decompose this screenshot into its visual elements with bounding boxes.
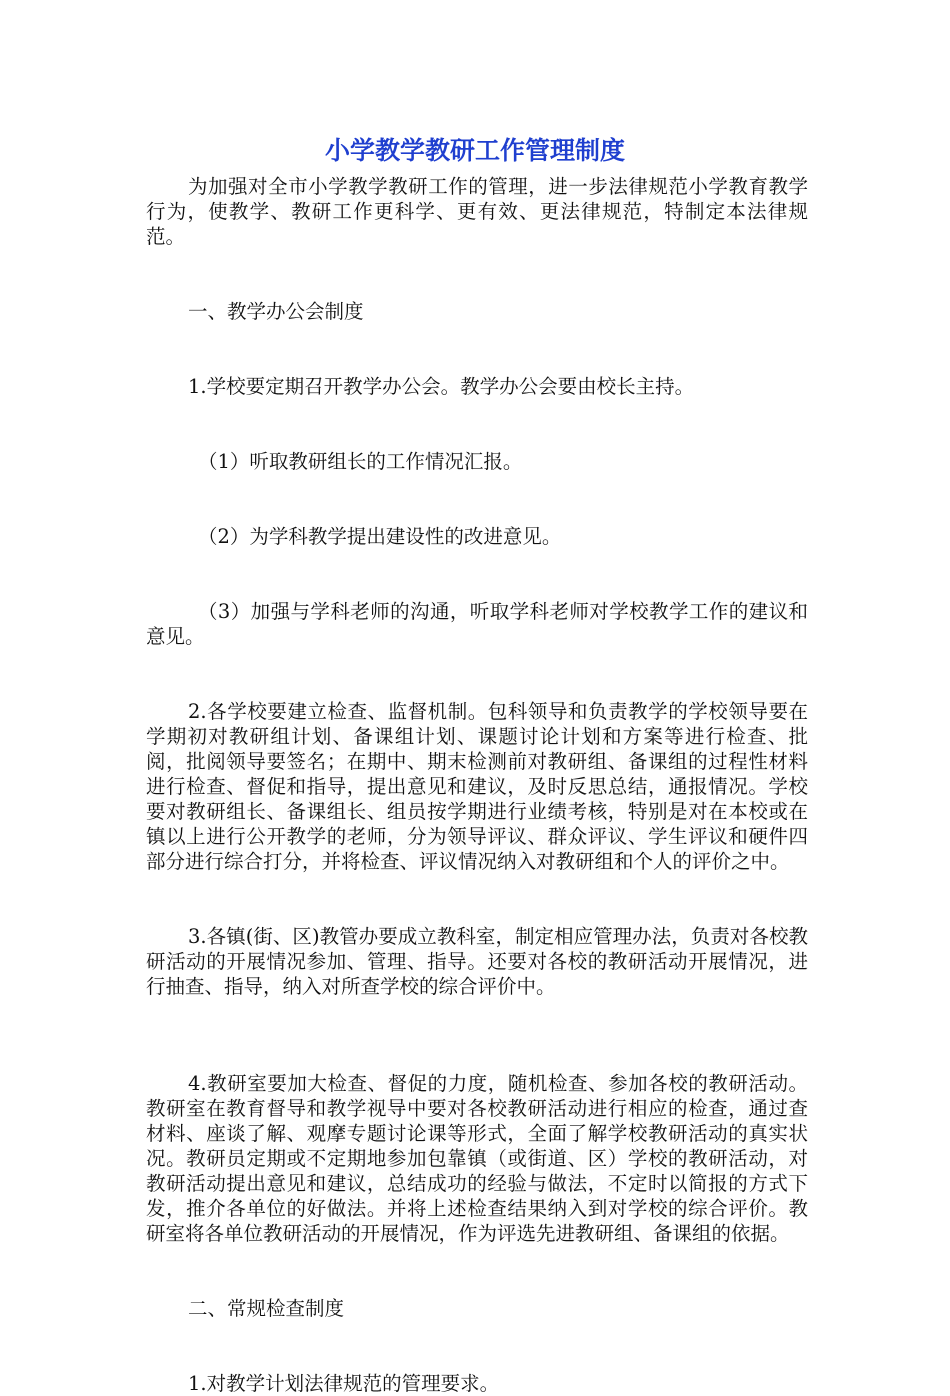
document-body (146, 174, 808, 1396)
sub-item-3: （3）加强与学科老师的沟通，听取学科老师对学校教学工作的建议和意见。 (146, 600, 808, 648)
intro-paragraph: 为加强对全市小学教学教研工作的管理，进一步法律规范小学教育教学行为，使教学、教研工作更科学、更有效、更法律规范，特制定本法律规范。 (146, 175, 808, 248)
section-heading-2: 二、常规检查制度 (188, 1297, 345, 1320)
item-paragraph-5: 1.对教学计划法律规范的管理要求。 (188, 1372, 500, 1395)
sub-item-2: （2）为学科教学提出建设性的改进意见。 (198, 525, 562, 548)
sub-item-1: （1）听取教研组长的工作情况汇报。 (198, 450, 523, 473)
section-heading-1: 一、教学办公会制度 (188, 300, 364, 323)
item-paragraph-3: 3.各镇(街、区)教管办要成立教科室，制定相应管理办法，负责对各校教研活动的开展情况参加、管理、指导。还要对各校的教研活动开展情况，进行抽查、指导，纳入对所查学校的综合评价中。 (146, 925, 808, 998)
item-paragraph-4: 4.教研室要加大检查、督促的力度，随机检查、参加各校的教研活动。教研室在教育督导和教学视导中要对各校教研活动进行相应的检查，通过查材料、座谈了解、观摩专题讨论课等形式，全面了解学校教研活动的真实状况。教研员定期或不定期地参加包靠镇（或街道、区）学校的教研活动，对教研活动提出意见和建议，总结成功的经验与做法，不定时以简报的方式下发，推介各单位的好做法。并将上述检查结果纳入到对学校的综合评价。教研室将各单位教研活动的开展情况，作为评选先进教研组、备课组的依据。 (146, 1072, 808, 1245)
document-title: 小学教学教研工作管理制度 (324, 136, 625, 165)
item-paragraph-1: 1.学校要定期召开教学办公会。教学办公会要由校长主持。 (188, 375, 695, 398)
item-paragraph-2: 2.各学校要建立检查、监督机制。包科领导和负责教学的学校领导要在学期初对教研组计划、备课组计划、课题讨论计划和方案等进行检查、批阅，批阅领导要签名；在期中、期末检测前对教研组、备课组的过程性材料进行检查、督促和指导，提出意见和建议，及时反思总结，通报情况。学校要对教研组长、备课组长、组员按学期进行业绩考核，特别是对在本校或在镇以上进行公开教学的老师，分为领导评议、群众评议、学生评议和硬件四部分进行综合打分，并将检查、评议情况纳入对教研组和个人的评价之中。 (146, 700, 808, 873)
